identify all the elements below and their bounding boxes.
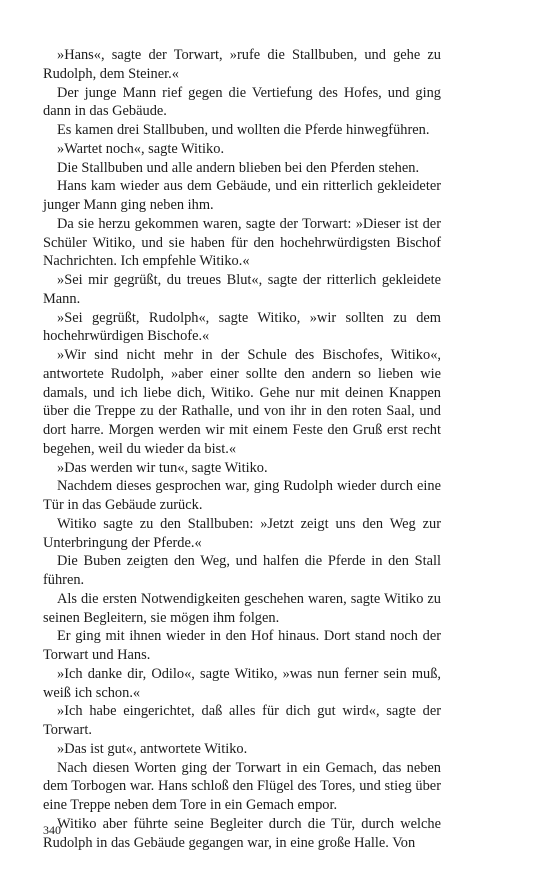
- paragraph: Die Stallbuben und alle andern blieben bei den Pferden stehen.: [57, 159, 420, 176]
- paragraph: Witiko sagte zu den Stallbuben: »Jetzt zeigt uns den Weg zur Unterbringung der Pferde.«: [43, 515, 441, 551]
- paragraph: »Ich danke dir, Odilo«, sagte Witiko, »was nun ferner sein muß, weiß ich schon.«: [43, 665, 441, 701]
- paragraph: »Ich habe eingerichtet, daß alles für dich gut wird«, sagte der Torwart.: [43, 703, 441, 738]
- body-text: [43, 46, 441, 852]
- paragraph: Nach diesen Worten ging der Torwart in ein Gemach, das neben dem Torbogen war. Hans schloß den Flügel des Tores, und stieg über eine Treppe neben dem Tore in ein Gemach empor.: [43, 759, 441, 813]
- paragraph: »Wir sind nicht mehr in der Schule des Bischofes, Witiko«, antwortete Rudolph, »aber einer sollte den andern so lieben wie damals, und ich liebe dich, Witiko. Gehe nur mit deinen Knappen über die Treppe zu der Rathalle, und von ihr in den roten Saal, und dort harre. Morgen werden wir mit einem Feste den Gruß erst recht begehen, weil du wieder da bist.«: [43, 347, 441, 457]
- paragraph: Es kamen drei Stallbuben, und wollten die Pferde hinwegführen.: [57, 122, 430, 138]
- paragraph: »Das ist gut«, antwortete Witiko.: [57, 740, 248, 757]
- paragraph: Der junge Mann rief gegen die Vertiefung des Hofes, und ging dann in das Gebäude.: [43, 84, 441, 120]
- paragraph: Hans kam wieder aus dem Gebäude, und ein ritterlich gekleideter junger Mann ging neben ihm.: [43, 178, 441, 213]
- paragraph: Er ging mit ihnen wieder in den Hof hinaus. Dort stand noch der Torwart und Hans.: [43, 628, 441, 663]
- paragraph: Witiko aber führte seine Begleiter durch die Tür, durch welche Rudolph in das Gebäude gegangen war, in eine große Halle. Von: [43, 815, 441, 851]
- paragraph: »Sei mir gegrüßt, du treues Blut«, sagte der ritterlich gekleidete Mann.: [43, 272, 441, 307]
- page-number: 340: [43, 823, 61, 837]
- paragraph: Nachdem dieses gesprochen war, ging Rudolph wieder durch eine Tür in das Gebäude zurück.: [43, 478, 441, 513]
- paragraph: Da sie herzu gekommen waren, sagte der Torwart: »Dieser ist der Schüler Witiko, und sie haben für den hochehrwürdigsten Bischof Nachrichten. Ich empfehle Witiko.«: [43, 215, 441, 270]
- paragraph: »Wartet noch«, sagte Witiko.: [57, 140, 225, 157]
- paragraph: Als die ersten Notwendigkeiten geschehen waren, sagte Witiko zu seinen Begleitern, sie mögen ihm folgen.: [43, 590, 441, 626]
- paragraph: »Hans«, sagte der Torwart, »rufe die Stallbuben, und gehe zu Rudolph, dem Steiner.«: [43, 47, 441, 82]
- paragraph: Die Buben zeigten den Weg, und halfen die Pferde in den Stall führen.: [43, 553, 441, 588]
- paragraph: »Das werden wir tun«, sagte Witiko.: [57, 459, 268, 476]
- paragraph: »Sei gegrüßt, Rudolph«, sagte Witiko, »wir sollten zu dem hochehrwürdigen Bischofe.«: [43, 309, 441, 345]
